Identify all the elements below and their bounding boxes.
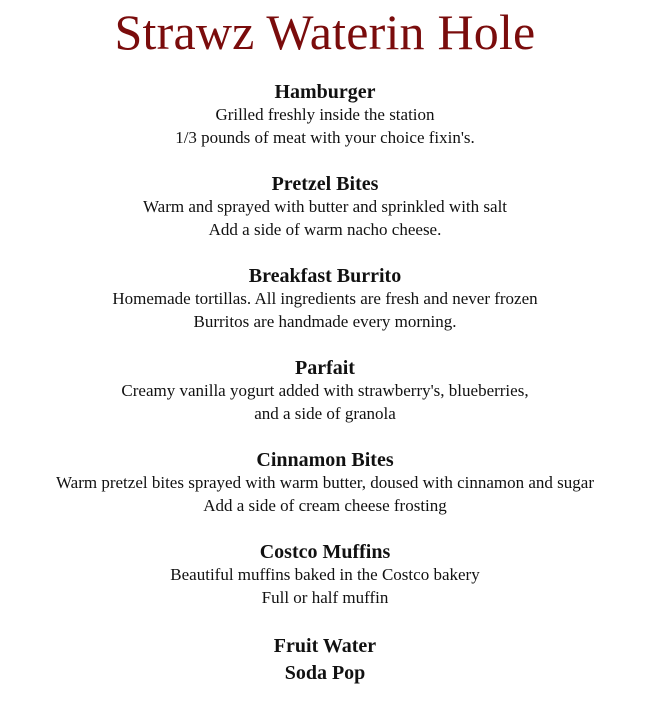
menu-item-costco-muffins: [0, 541, 650, 609]
menu-item-parfait: [0, 357, 650, 425]
item-description: Add a side of warm nacho cheese.: [208, 220, 442, 239]
item-description: Beautiful muffins baked in the Costco bakery: [170, 565, 480, 584]
menu-list: [0, 81, 650, 687]
item-description: Warm pretzel bites sprayed with warm butter, doused with cinnamon and sugar: [55, 473, 595, 492]
item-description: and a side of granola: [254, 404, 396, 423]
item-description: Burritos are handmade every morning.: [193, 312, 457, 331]
drinks-list: [0, 633, 650, 687]
menu-title: Strawz Waterin Hole: [114, 4, 536, 60]
item-name: Pretzel Bites: [271, 173, 379, 195]
item-name: Parfait: [295, 357, 355, 379]
item-description: Warm and sprayed with butter and sprinkled with salt: [142, 197, 508, 216]
item-description: Full or half muffin: [261, 588, 389, 607]
item-name: Costco Muffins: [259, 541, 391, 563]
item-description: 1/3 pounds of meat with your choice fixin's.: [175, 128, 475, 147]
item-description: Homemade tortillas. All ingredients are fresh and never frozen: [112, 289, 538, 308]
item-name: Cinnamon Bites: [256, 449, 394, 471]
menu-item-pretzel-bites: [0, 173, 650, 241]
item-name: Hamburger: [274, 81, 376, 103]
drink-soda-pop: Soda Pop: [284, 662, 366, 684]
item-description: Add a side of cream cheese frosting: [203, 496, 447, 515]
item-name: Breakfast Burrito: [248, 265, 402, 287]
menu-item-breakfast-burrito: [0, 265, 650, 333]
menu-item-hamburger: [0, 81, 650, 149]
item-description: Creamy vanilla yogurt added with strawberry's, blueberries,: [121, 381, 529, 400]
item-description: Grilled freshly inside the station: [215, 105, 435, 124]
drink-fruit-water: Fruit Water: [273, 635, 377, 657]
menu-item-cinnamon-bites: [0, 449, 650, 517]
